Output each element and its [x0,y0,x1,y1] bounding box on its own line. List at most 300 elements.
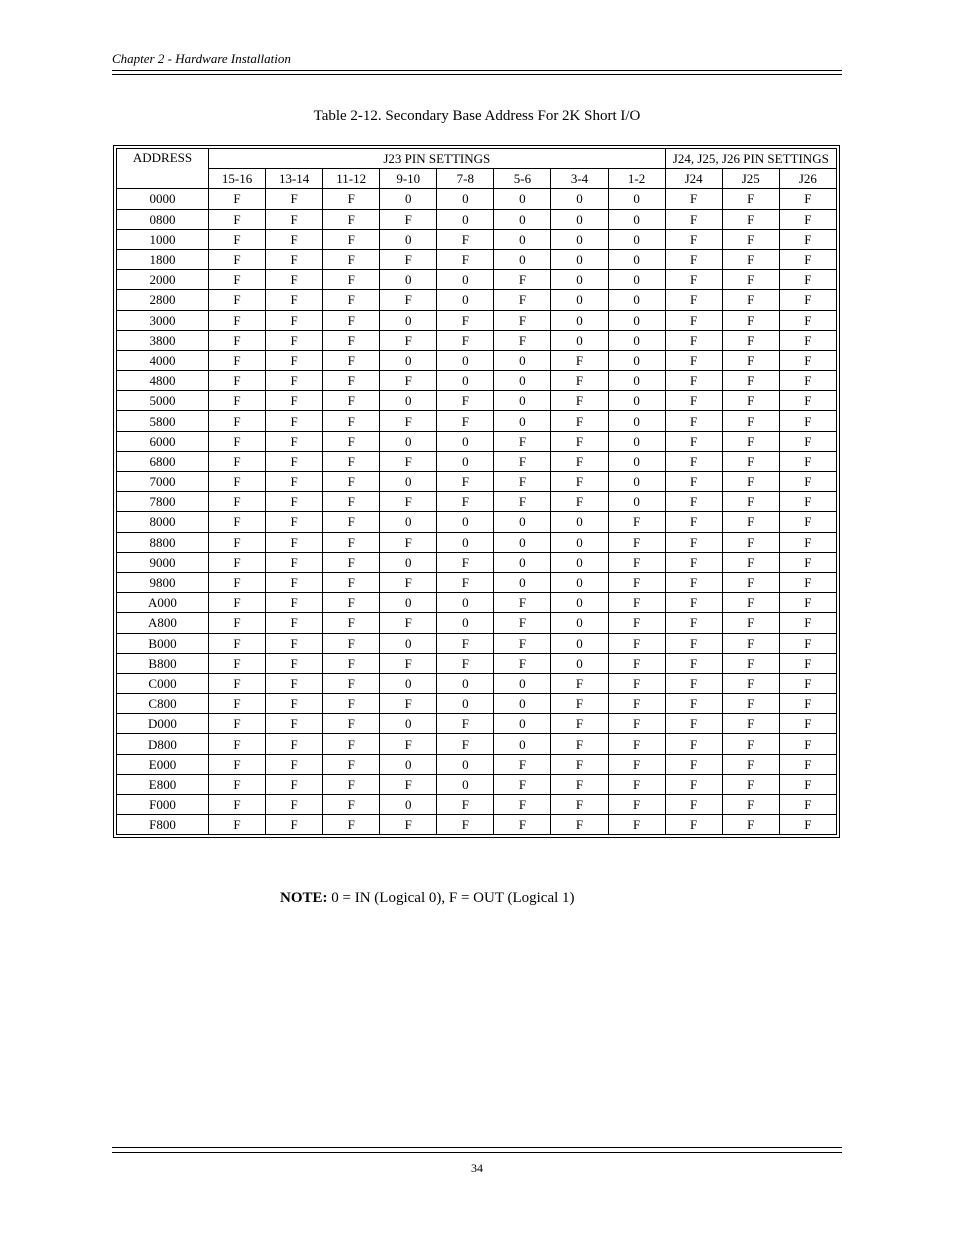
table-row [117,249,837,269]
pin-setting-cell: F [437,249,494,269]
table-row [117,350,837,370]
pin-setting-cell: F [551,472,608,492]
pin-setting-cell: F [209,774,266,794]
pin-setting-cell: 0 [380,229,437,249]
pin-setting-cell: F [323,350,380,370]
pin-setting-cell: F [266,411,323,431]
chapter-header: Chapter 2 - Hardware Installation [112,51,291,66]
table-row [117,411,837,431]
pin-setting-cell: F [665,633,722,653]
pin-setting-cell: F [779,270,836,290]
pin-setting-cell: F [722,532,779,552]
pin-setting-cell: 0 [437,371,494,391]
pin-setting-cell: F [323,774,380,794]
pin-setting-cell: F [494,472,551,492]
address-cell: 4000 [117,350,209,370]
table-row [117,472,837,492]
pin-setting-cell: F [266,734,323,754]
pin-setting-cell: F [437,552,494,572]
pin-setting-cell: F [608,633,665,653]
pin-setting-cell: F [722,774,779,794]
pin-setting-cell: 0 [380,431,437,451]
address-cell: A800 [117,613,209,633]
pin-setting-cell: F [323,754,380,774]
address-cell: 9000 [117,552,209,572]
pin-setting-cell: F [665,411,722,431]
pin-setting-cell: F [380,532,437,552]
pin-setting-cell: F [779,633,836,653]
pin-setting-cell: 0 [437,774,494,794]
table-row [117,391,837,411]
pin-column-header: 11-12 [323,169,380,189]
table-row [117,714,837,734]
pin-setting-cell: F [323,371,380,391]
pin-setting-cell: F [608,815,665,835]
pin-setting-cell: F [209,572,266,592]
pin-setting-cell: F [722,714,779,734]
address-cell: B000 [117,633,209,653]
pin-setting-cell: F [551,754,608,774]
table-row [117,270,837,290]
pin-setting-cell: F [665,714,722,734]
pin-setting-cell: 0 [608,290,665,310]
pin-setting-cell: 0 [494,371,551,391]
pin-setting-cell: F [665,431,722,451]
address-cell: C800 [117,694,209,714]
pin-setting-cell: F [209,310,266,330]
pin-setting-cell: F [665,815,722,835]
pin-setting-cell: 0 [437,613,494,633]
pin-setting-cell: F [494,653,551,673]
pin-setting-cell: F [323,229,380,249]
address-cell: 9800 [117,572,209,592]
pin-setting-cell: 0 [551,290,608,310]
pin-setting-cell: F [266,391,323,411]
pin-setting-cell: F [266,229,323,249]
pin-setting-cell: F [209,229,266,249]
pin-setting-cell: F [209,411,266,431]
pin-setting-cell: F [209,694,266,714]
pin-setting-cell: 0 [380,754,437,774]
table-row [117,512,837,532]
address-cell: 7000 [117,472,209,492]
pin-setting-cell: F [722,391,779,411]
pin-setting-cell: F [266,350,323,370]
pin-setting-cell: F [608,552,665,572]
pin-setting-cell: 0 [380,270,437,290]
pin-setting-cell: F [380,734,437,754]
pin-setting-cell: F [209,189,266,209]
footer-rule-bottom [112,1152,842,1153]
pin-setting-cell: F [722,411,779,431]
pin-setting-cell: 0 [494,189,551,209]
pin-setting-cell: F [665,552,722,572]
pin-setting-cell: F [266,270,323,290]
pin-setting-cell: F [209,532,266,552]
pin-setting-cell: F [551,774,608,794]
pin-setting-cell: F [437,795,494,815]
pin-setting-cell: F [779,613,836,633]
pin-setting-cell: F [779,350,836,370]
pin-setting-cell: F [722,472,779,492]
pin-setting-cell: F [209,391,266,411]
pin-setting-cell: F [665,734,722,754]
pin-setting-cell: 0 [608,249,665,269]
pin-setting-cell: 0 [494,350,551,370]
pin-setting-cell: F [266,209,323,229]
pin-setting-cell: F [722,795,779,815]
pin-setting-cell: 0 [380,391,437,411]
pin-setting-cell: 0 [608,472,665,492]
pin-setting-cell: F [437,734,494,754]
pin-setting-cell: F [266,815,323,835]
pin-setting-cell: 0 [551,613,608,633]
pin-setting-cell: F [266,774,323,794]
pin-setting-cell: F [209,290,266,310]
table-row [117,209,837,229]
pin-setting-cell: F [323,572,380,592]
address-cell: 5000 [117,391,209,411]
pin-setting-cell: 0 [494,673,551,693]
pin-setting-cell: 0 [608,270,665,290]
table-row [117,673,837,693]
pin-setting-cell: F [722,189,779,209]
pin-setting-cell: F [779,694,836,714]
pin-setting-cell: F [608,754,665,774]
table-row [117,290,837,310]
table-header-row-2 [117,169,837,189]
address-cell: 3800 [117,330,209,350]
pin-setting-cell: F [665,492,722,512]
note-text: 0 = IN (Logical 0), F = OUT (Logical 1) [327,890,575,906]
pin-setting-cell: 0 [380,350,437,370]
pin-setting-cell: 0 [608,310,665,330]
pin-setting-cell: 0 [437,512,494,532]
pin-setting-cell: 0 [494,714,551,734]
pin-setting-cell: F [266,653,323,673]
pin-setting-cell: F [551,694,608,714]
pin-setting-cell: F [779,330,836,350]
pin-setting-cell: F [722,512,779,532]
pin-setting-cell: F [266,633,323,653]
pin-setting-cell: 0 [494,694,551,714]
pin-setting-cell: F [551,734,608,754]
address-cell: E800 [117,774,209,794]
note [280,890,575,907]
pin-setting-cell: F [266,795,323,815]
table-row [117,371,837,391]
pin-setting-cell: F [608,593,665,613]
pin-setting-cell: F [437,492,494,512]
pin-setting-cell: F [722,815,779,835]
pin-setting-cell: F [323,290,380,310]
pin-setting-cell: F [323,633,380,653]
pin-setting-cell: F [437,411,494,431]
table-row [117,593,837,613]
pin-setting-cell: F [266,512,323,532]
pin-setting-cell: F [722,330,779,350]
pin-setting-cell: F [266,593,323,613]
pin-setting-cell: F [266,572,323,592]
pin-setting-cell: 0 [608,492,665,512]
pin-setting-cell: 0 [608,391,665,411]
pin-setting-cell: F [437,653,494,673]
pin-setting-cell: 0 [551,209,608,229]
pin-setting-cell: F [494,330,551,350]
pin-setting-cell: F [209,512,266,532]
pin-setting-cell: F [266,754,323,774]
pin-setting-cell: F [665,310,722,330]
pin-setting-cell: F [665,472,722,492]
pin-setting-cell: F [323,431,380,451]
pin-setting-cell: 0 [380,472,437,492]
pin-setting-cell: F [665,795,722,815]
pin-setting-cell: 0 [380,795,437,815]
pin-setting-cell: F [209,754,266,774]
pin-column-header: 3-4 [551,169,608,189]
pin-setting-cell: F [779,815,836,835]
pin-setting-cell: 0 [494,532,551,552]
pin-setting-cell: F [380,694,437,714]
pin-setting-cell: 0 [551,572,608,592]
pin-setting-cell: 0 [437,754,494,774]
pin-setting-cell: F [494,613,551,633]
table-row [117,451,837,471]
pin-column-header: J24 [665,169,722,189]
address-cell: 2800 [117,290,209,310]
pin-setting-cell: F [323,673,380,693]
pin-setting-cell: F [380,249,437,269]
pin-setting-cell: F [779,774,836,794]
pin-setting-cell: F [437,391,494,411]
table-row [117,795,837,815]
pin-setting-cell: F [665,350,722,370]
table-row [117,492,837,512]
pin-setting-cell: F [722,673,779,693]
pin-setting-cell: F [209,371,266,391]
pin-column-header: 9-10 [380,169,437,189]
pin-setting-cell: 0 [380,633,437,653]
address-cell: C000 [117,673,209,693]
address-cell: 0800 [117,209,209,229]
pin-column-header: 5-6 [494,169,551,189]
pin-setting-cell: F [551,451,608,471]
pin-setting-cell: F [323,189,380,209]
pin-setting-cell: F [209,249,266,269]
pin-setting-cell: 0 [551,330,608,350]
pin-setting-cell: F [209,714,266,734]
pin-setting-cell: F [665,209,722,229]
pin-setting-cell: 0 [437,451,494,471]
pin-setting-cell: 0 [380,593,437,613]
pin-setting-cell: F [323,209,380,229]
pin-setting-cell: 0 [551,189,608,209]
pin-setting-cell: F [209,209,266,229]
address-cell: 1800 [117,249,209,269]
address-cell: D800 [117,734,209,754]
pin-setting-cell: F [209,613,266,633]
pin-setting-cell: F [665,371,722,391]
pin-setting-cell: F [494,451,551,471]
table-row [117,532,837,552]
pin-setting-cell: F [665,532,722,552]
pin-setting-cell: 0 [380,310,437,330]
pin-setting-cell: F [209,492,266,512]
pin-setting-cell: F [209,472,266,492]
pin-setting-cell: F [266,492,323,512]
pin-setting-cell: F [494,270,551,290]
pin-setting-cell: F [494,774,551,794]
pin-setting-cell: F [494,633,551,653]
pin-setting-cell: F [779,249,836,269]
pin-setting-cell: F [323,411,380,431]
pin-setting-cell: 0 [380,512,437,532]
pin-setting-cell: F [380,492,437,512]
pin-setting-cell: F [551,815,608,835]
pin-setting-cell: F [722,492,779,512]
pin-setting-cell: F [665,613,722,633]
pin-column-header: 13-14 [266,169,323,189]
pin-setting-cell: F [266,472,323,492]
pin-setting-cell: F [266,532,323,552]
pin-setting-cell: F [266,552,323,572]
pin-setting-cell: F [209,330,266,350]
pin-setting-cell: 0 [494,512,551,532]
pin-setting-cell: F [665,451,722,471]
pin-setting-cell: F [323,734,380,754]
pin-setting-cell: F [380,613,437,633]
pin-setting-cell: F [323,815,380,835]
pin-setting-cell: 0 [380,714,437,734]
address-cell: B800 [117,653,209,673]
pin-setting-cell: F [266,330,323,350]
table-row [117,229,837,249]
pin-setting-cell: F [323,593,380,613]
pin-setting-cell: 0 [494,209,551,229]
pin-setting-cell: F [266,310,323,330]
pin-setting-cell: F [494,754,551,774]
pin-setting-cell: F [665,673,722,693]
pin-setting-cell: F [551,492,608,512]
pin-setting-cell: F [779,572,836,592]
pin-setting-cell: 0 [551,653,608,673]
pin-setting-cell: F [608,653,665,673]
table-row [117,633,837,653]
pin-setting-cell: 0 [608,431,665,451]
pin-setting-cell: 0 [551,310,608,330]
pin-setting-cell: 0 [437,350,494,370]
pin-setting-cell: F [380,371,437,391]
pin-setting-cell: 0 [437,431,494,451]
pin-setting-cell: F [779,472,836,492]
pin-setting-cell: F [722,249,779,269]
pin-setting-cell: F [551,714,608,734]
address-cell: 0000 [117,189,209,209]
pin-setting-cell: F [437,310,494,330]
pin-setting-cell: 0 [380,189,437,209]
pin-setting-cell: F [722,572,779,592]
table-row [117,694,837,714]
pin-setting-cell: F [608,714,665,734]
pin-setting-cell: F [551,411,608,431]
pin-setting-cell: F [779,492,836,512]
address-cell: E000 [117,754,209,774]
address-cell: D000 [117,714,209,734]
pin-setting-cell: F [380,774,437,794]
pin-setting-cell: F [323,451,380,471]
pin-setting-cell: F [722,350,779,370]
table-row [117,310,837,330]
pin-setting-cell: F [608,532,665,552]
pin-setting-cell: F [608,694,665,714]
page-number: 34 [471,1161,483,1175]
table-row [117,572,837,592]
pin-setting-cell: F [380,290,437,310]
pin-setting-cell: 0 [494,572,551,592]
j24-j26-group-header: J24, J25, J26 PIN SETTINGS [665,149,836,169]
pin-setting-cell: F [323,532,380,552]
pin-setting-cell: F [380,653,437,673]
header-rule-bottom [112,74,842,75]
pin-setting-cell: 0 [551,633,608,653]
address-table [116,148,837,835]
pin-setting-cell: F [779,795,836,815]
pin-setting-cell: F [665,391,722,411]
pin-setting-cell: F [323,391,380,411]
pin-setting-cell: F [722,593,779,613]
table-caption: Table 2-12. Secondary Base Address For 2K Short I/O [313,108,641,124]
pin-setting-cell: F [380,330,437,350]
pin-setting-cell: 0 [437,209,494,229]
pin-setting-cell: F [266,694,323,714]
pin-setting-cell: F [722,270,779,290]
pin-setting-cell: 0 [608,189,665,209]
pin-setting-cell: F [779,431,836,451]
pin-setting-cell: F [209,431,266,451]
pin-setting-cell: F [551,391,608,411]
pin-setting-cell: F [779,290,836,310]
pin-setting-cell: 0 [380,552,437,572]
pin-setting-cell: F [551,371,608,391]
pin-setting-cell: F [323,330,380,350]
pin-setting-cell: F [722,451,779,471]
address-cell: F000 [117,795,209,815]
pin-setting-cell: F [722,310,779,330]
pin-setting-cell: F [323,613,380,633]
pin-setting-cell: F [323,512,380,532]
table-row [117,734,837,754]
pin-setting-cell: F [494,815,551,835]
pin-setting-cell: F [779,754,836,774]
pin-setting-cell: F [266,371,323,391]
pin-setting-cell: F [722,371,779,391]
pin-setting-cell: 0 [551,552,608,572]
address-cell: 7800 [117,492,209,512]
pin-setting-cell: F [380,411,437,431]
table-row [117,754,837,774]
pin-setting-cell: F [494,310,551,330]
pin-setting-cell: F [779,714,836,734]
pin-setting-cell: F [323,694,380,714]
pin-setting-cell: F [779,552,836,572]
pin-setting-cell: 0 [437,532,494,552]
address-cell: F800 [117,815,209,835]
pin-setting-cell: 0 [608,209,665,229]
table-row [117,613,837,633]
pin-setting-cell: F [779,189,836,209]
pin-setting-cell: F [266,189,323,209]
pin-setting-cell: F [665,694,722,714]
